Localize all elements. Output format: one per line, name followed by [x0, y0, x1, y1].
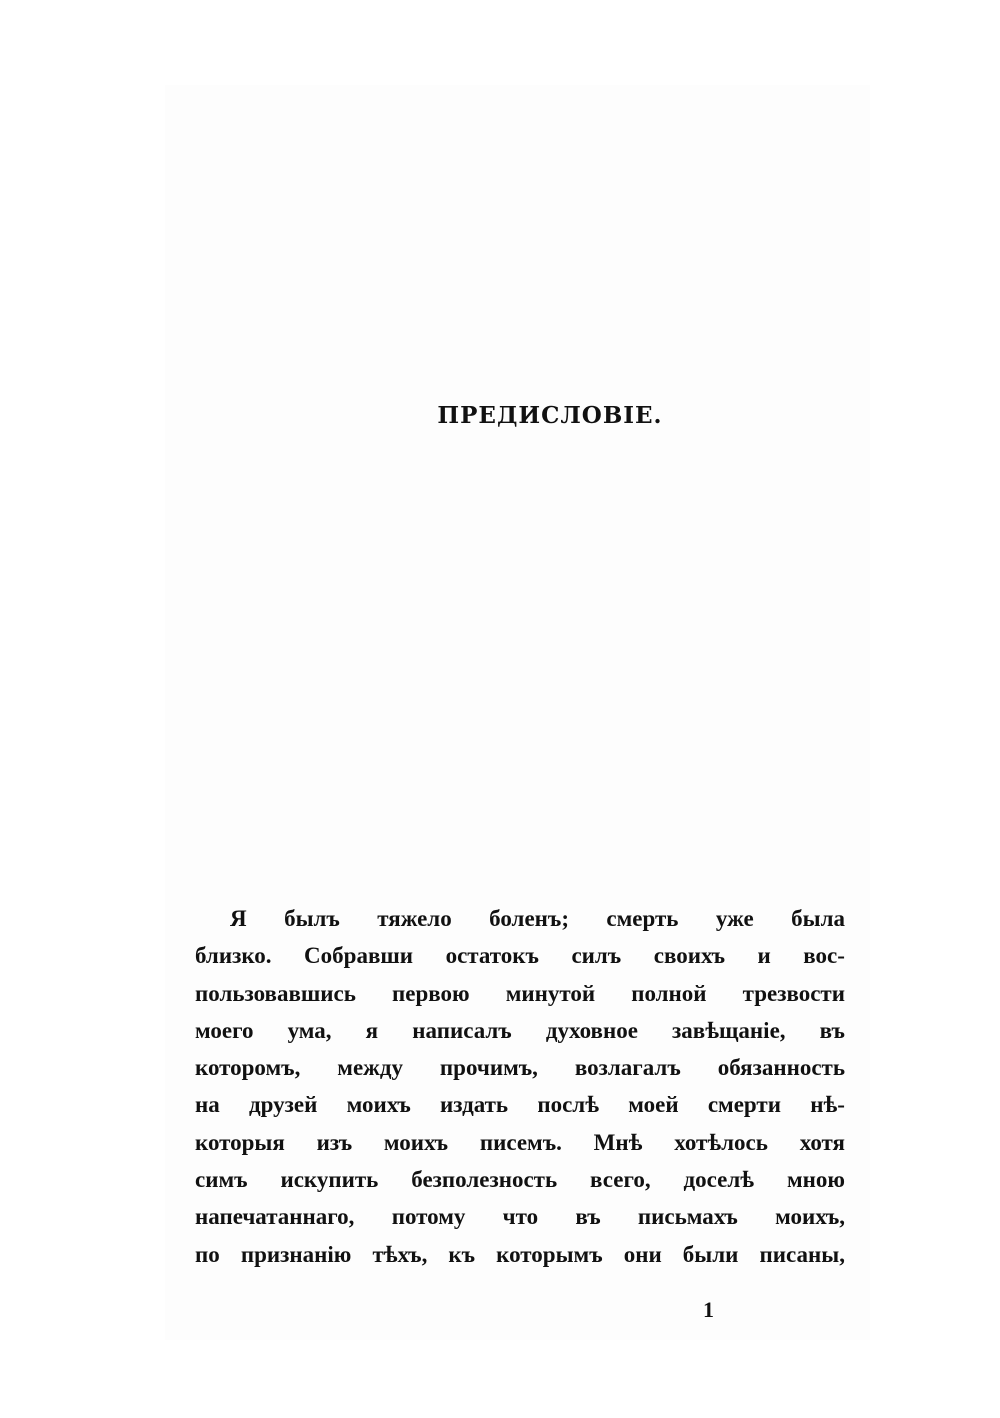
word: остатокъ: [445, 943, 539, 969]
word: возлагалъ: [574, 1055, 681, 1081]
text-line: [195, 1124, 845, 1161]
word: первою: [392, 980, 470, 1006]
text-line: [195, 1086, 845, 1123]
word: хотѣлось: [674, 1129, 768, 1155]
text-line: [195, 1198, 845, 1235]
word: тѣхъ,: [372, 1241, 428, 1267]
word: которыя: [195, 1129, 285, 1155]
word: которымъ: [496, 1241, 603, 1267]
page-number: 1: [703, 1297, 714, 1322]
word: я: [365, 1017, 379, 1043]
word: на: [195, 1092, 220, 1118]
word: былъ: [284, 906, 340, 931]
word: въ: [819, 1017, 845, 1043]
word: завѣщаніе,: [672, 1017, 786, 1043]
word: и: [757, 943, 771, 969]
word: безполезность: [411, 1167, 558, 1193]
word: напечатаннаго,: [195, 1204, 355, 1230]
word: написалъ: [412, 1017, 512, 1043]
word: издать: [440, 1092, 509, 1118]
word: были: [682, 1241, 739, 1267]
word: Мнѣ: [593, 1129, 643, 1155]
word: смерть: [606, 906, 679, 931]
word: мною: [786, 1167, 845, 1193]
word: пользовавшись: [195, 980, 356, 1006]
word: ума,: [287, 1017, 332, 1043]
word: обязанность: [717, 1055, 845, 1081]
word: искупить: [280, 1167, 379, 1193]
word: близко.: [195, 943, 272, 969]
word: своихъ: [653, 943, 725, 969]
word: минутой: [505, 980, 596, 1006]
word: смерти: [707, 1092, 781, 1118]
word: писемъ.: [479, 1129, 562, 1155]
word: въ: [575, 1204, 601, 1230]
word: боленъ;: [489, 906, 569, 931]
word: письмахъ: [637, 1204, 738, 1230]
word: признанію: [240, 1241, 352, 1267]
word: доселѣ: [683, 1167, 755, 1193]
word: нѣ-: [810, 1092, 845, 1118]
word: изъ: [316, 1129, 353, 1155]
word: Собравши: [304, 943, 414, 969]
word: послѣ: [537, 1092, 600, 1118]
word: моей: [628, 1092, 679, 1118]
word: хотя: [799, 1129, 845, 1155]
word: моихъ: [346, 1092, 411, 1118]
text-line: [195, 900, 845, 937]
body-text: [195, 900, 845, 1273]
text-line: [195, 975, 845, 1012]
word: къ: [448, 1241, 476, 1267]
word: которомъ,: [195, 1055, 301, 1081]
word: моихъ: [383, 1129, 449, 1155]
page-title: ПРЕДИСЛОВІЕ.: [437, 402, 663, 429]
word: полной: [631, 980, 707, 1006]
word: всего,: [590, 1167, 651, 1193]
word: духовное: [545, 1017, 638, 1043]
word: что: [502, 1204, 539, 1230]
word: писаны,: [759, 1241, 845, 1267]
text-line: [195, 1236, 845, 1273]
text-line: [195, 937, 845, 974]
word: они: [623, 1241, 662, 1267]
word: силъ: [571, 943, 622, 969]
text-line: [195, 1012, 845, 1049]
word: Я: [230, 906, 247, 931]
text-line: [195, 1049, 845, 1086]
word: трезвости: [742, 980, 845, 1006]
text-line: [195, 1161, 845, 1198]
word: потому: [391, 1204, 466, 1230]
word: симъ: [195, 1167, 248, 1193]
word: друзей: [249, 1092, 318, 1118]
word: вос-: [803, 943, 845, 969]
word: моего: [195, 1017, 254, 1043]
word: между: [337, 1055, 403, 1081]
word: прочимъ,: [439, 1055, 538, 1081]
word: тяжело: [377, 906, 452, 931]
word: моихъ,: [775, 1204, 845, 1230]
word: по: [195, 1241, 220, 1267]
word: уже: [715, 906, 754, 931]
word: была: [791, 906, 845, 931]
